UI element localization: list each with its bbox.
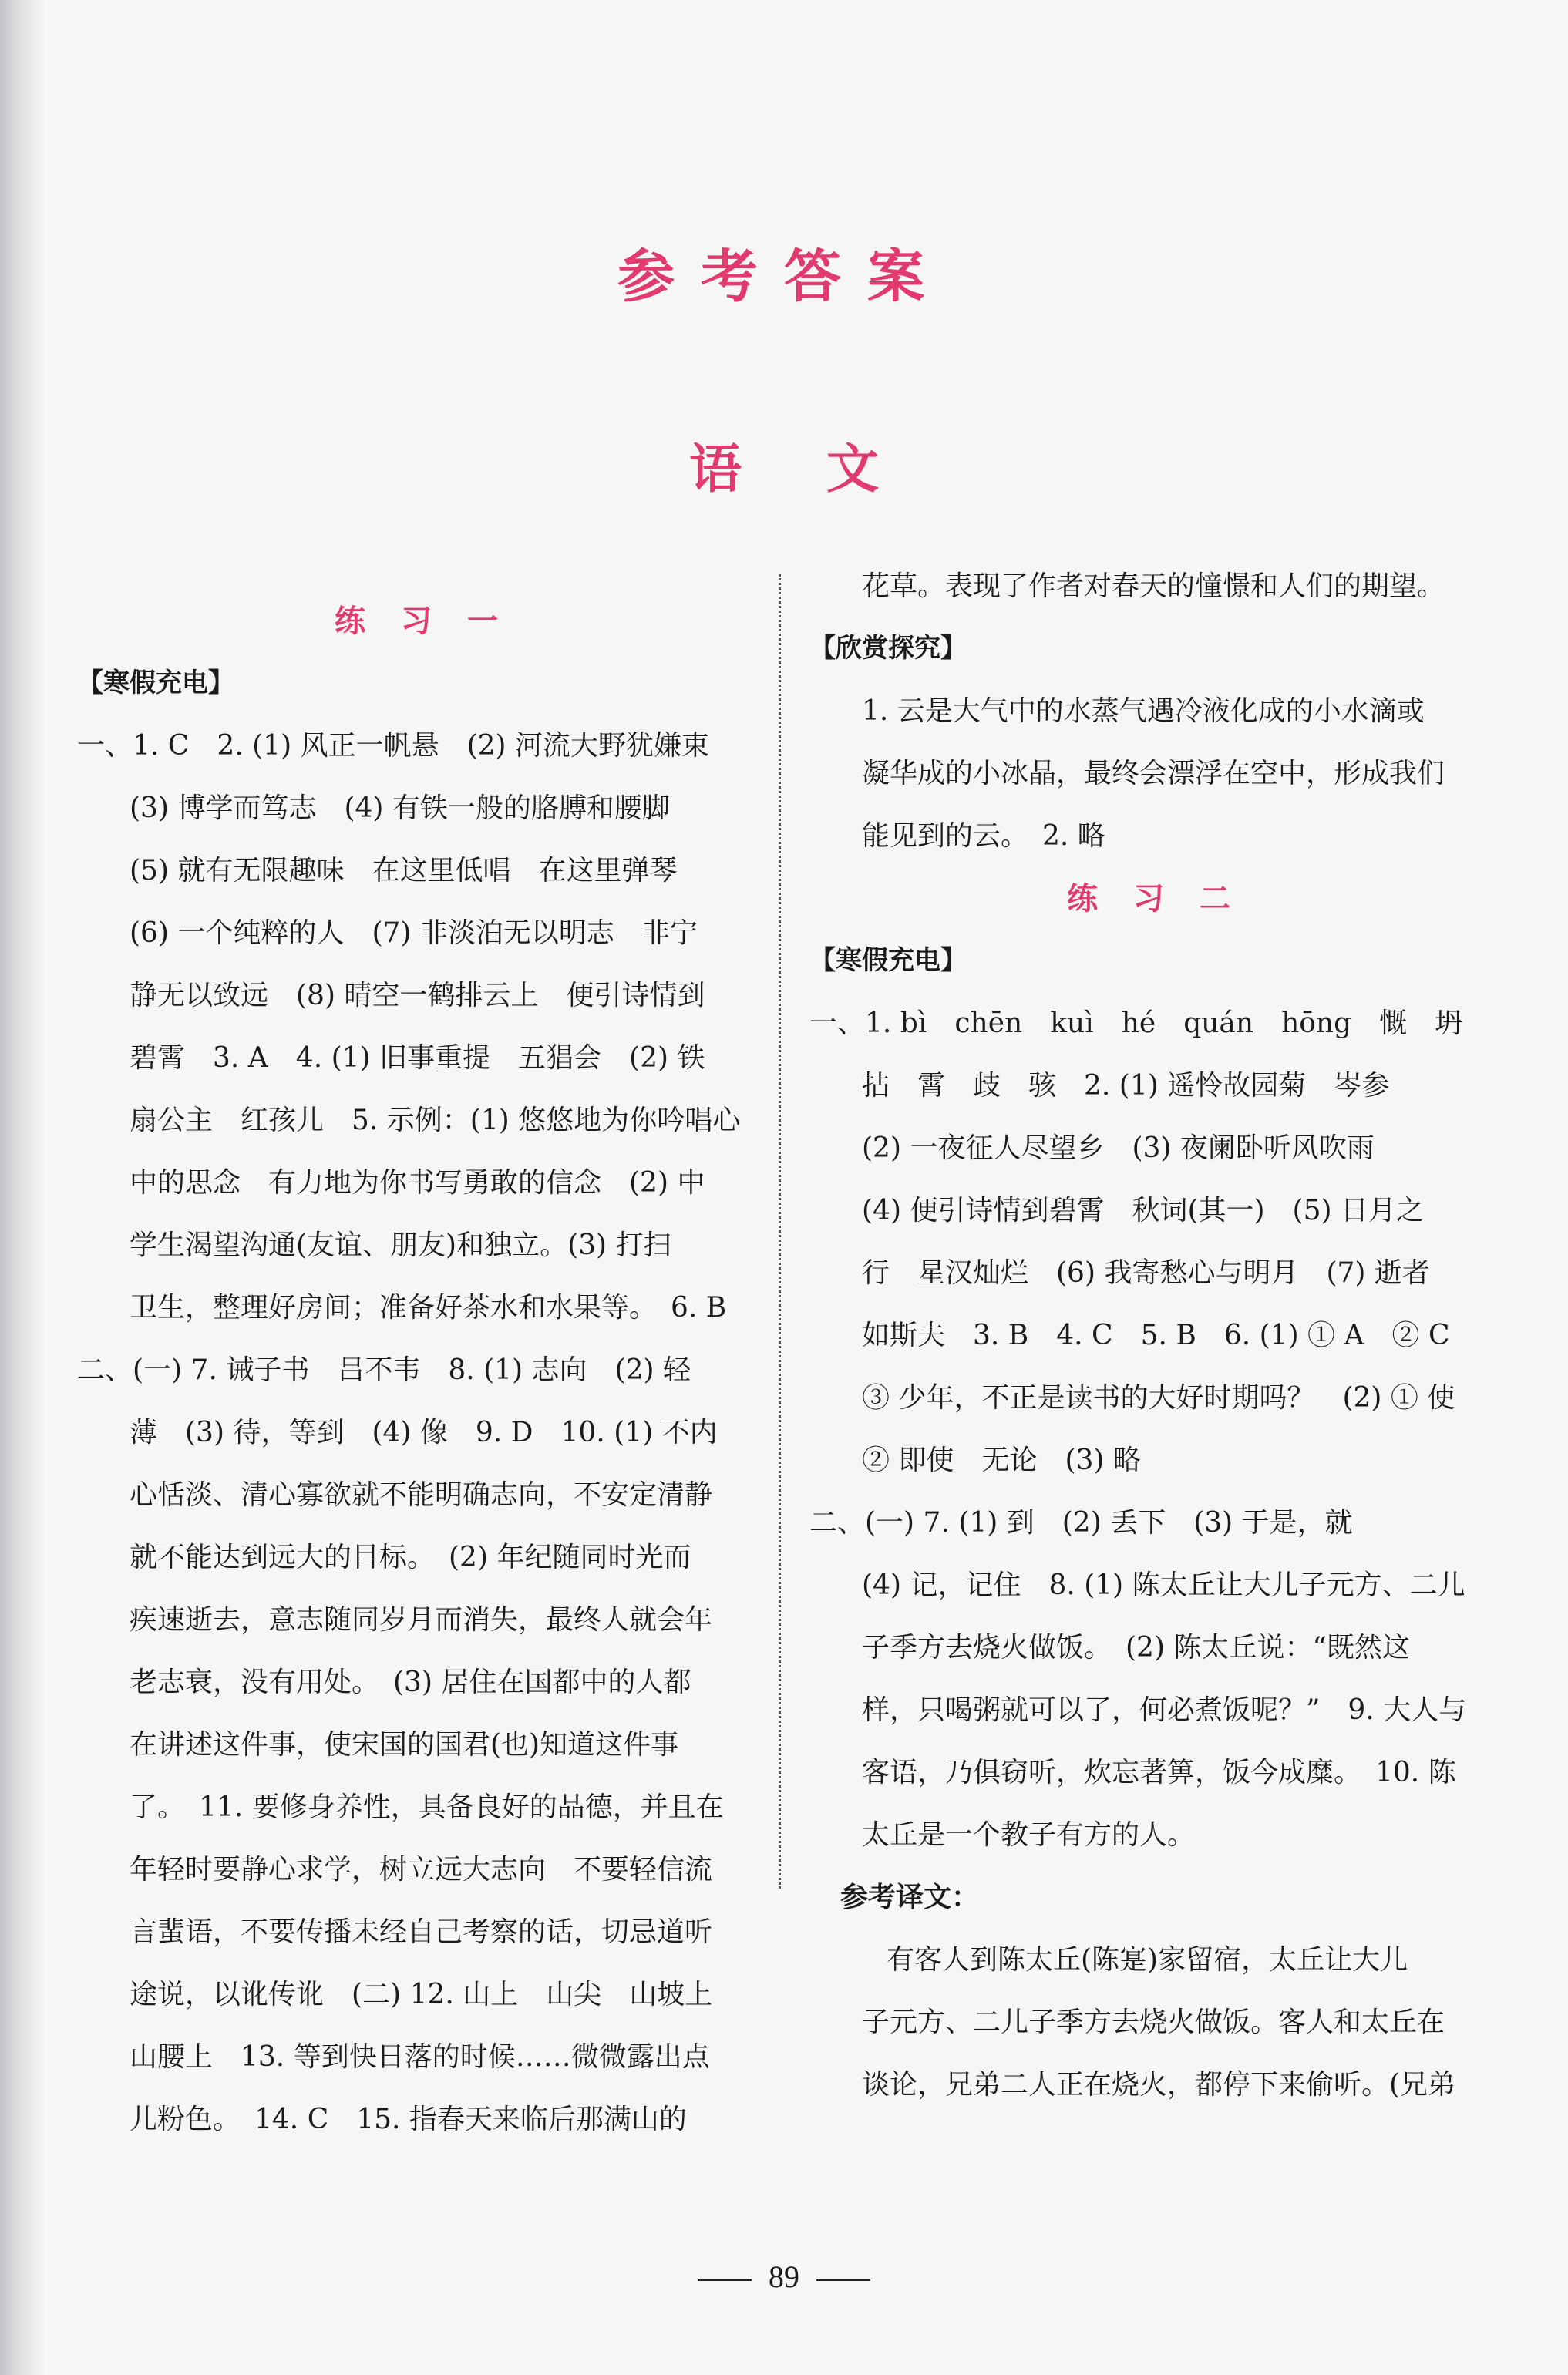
column-divider (779, 574, 781, 1889)
answer-line: ② 即使 无论 (3) 略 (862, 1445, 1141, 1476)
answer-line: 客语，乃俱窃听，炊忘著箅，饭今成糜。 10. 陈 (862, 1757, 1456, 1788)
page-number (0, 2259, 1568, 2295)
translation-line: 有客人到陈太丘(陈寔)家留宿，太丘让大儿 (887, 1944, 1408, 1976)
answer-line: (4) 便引诗情到碧霄 秋词(其一) (5) 日月之 (862, 1195, 1424, 1226)
answer-line: (5) 就有无限趣味 在这里低唱 在这里弹琴 (130, 855, 678, 886)
answer-line: (3) 博学而笃志 (4) 有铁一般的胳膊和腰脚 (130, 792, 670, 824)
answer-line: 儿粉色。 14. C 15. 指春天来临后那满山的 (130, 2104, 687, 2135)
answer-line: ③ 少年，不正是读书的大好时期吗？ (2) ① 使 (862, 1382, 1455, 1414)
answer-line: (2) 一夜征人尽望乡 (3) 夜阑卧听风吹雨 (862, 1132, 1375, 1164)
answer-line: 二、(一) 7. (1) 到 (2) 丢下 (3) 于是，就 (809, 1507, 1353, 1539)
answer-line: 凝华成的小冰晶，最终会漂浮在空中，形成我们 (862, 758, 1445, 789)
page-number-value: 89 (769, 2259, 799, 2294)
answer-line: 心恬淡、清心寡欲就不能明确志向，不安定清静 (130, 1479, 713, 1511)
answer-line: 言蜚语，不要传播未经自己考察的话，切忌道听 (130, 1916, 713, 1948)
translation-line: 谈论，兄弟二人正在烧火，都停下来偷听。(兄弟 (862, 2069, 1456, 2101)
right-column (809, 555, 1488, 2116)
answer-line: 行 星汉灿烂 (6) 我寄愁心与明月 (7) 逝者 (862, 1257, 1430, 1289)
answer-line: 扇公主 红孩儿 5. 示例：(1) 悠悠地为你吟唱心 (130, 1105, 741, 1136)
tag-winter-charge-1: 【寒假充电】 (77, 668, 234, 698)
answer-line: (4) 记，记住 8. (1) 陈太丘让大儿子元方、二儿 (862, 1569, 1465, 1601)
page-title: 参考答案 (617, 244, 951, 310)
tag-appreciation: 【欣赏探究】 (809, 633, 967, 664)
answer-line: 子季方去烧火做饭。 (2) 陈太丘说：“既然这 (862, 1632, 1410, 1664)
answer-line: 如斯夫 3. B 4. C 5. B 6. (1) ① A ② C (862, 1320, 1450, 1351)
answer-line: 拈 霄 歧 骇 2. (1) 遥怜故园菊 岑参 (862, 1070, 1390, 1102)
answer-line: 1. 云是大气中的水蒸气遇冷液化成的小水滴或 (862, 695, 1425, 727)
answer-line: 老志衰，没有用处。 (3) 居住在国都中的人都 (130, 1667, 691, 1698)
answer-line: 二、(一) 7. 诫子书 吕不韦 8. (1) 志向 (2) 轻 (77, 1354, 691, 1386)
answer-line: 太丘是一个教子有方的人。 (862, 1819, 1196, 1851)
answer-line: 卫生，整理好房间；准备好茶水和水果等。 6. B (130, 1292, 727, 1324)
answer-line: 一、1. bì chēn kuì hé quán hōng 慨 坍 (809, 1008, 1463, 1039)
tag-winter-charge-2: 【寒假充电】 (809, 945, 967, 976)
answer-line: 就不能达到远大的目标。 (2) 年纪随同时光而 (130, 1542, 691, 1573)
dash-left (698, 2279, 752, 2281)
answer-line: 学生渴望沟通(友谊、朋友)和独立。(3) 打扫 (130, 1230, 671, 1261)
section-title-exercise-1: 练习一 (335, 603, 533, 639)
answer-line: 途说，以讹传讹 (二) 12. 山上 山尖 山坡上 (130, 1979, 713, 2010)
translation-line: 子元方、二儿子季方去烧火做饭。客人和太丘在 (862, 2007, 1445, 2038)
answer-line: 薄 (3) 待，等到 (4) 像 9. D 10. (1) 不内 (130, 1417, 718, 1448)
dash-right (816, 2279, 870, 2281)
answer-line: (6) 一个纯粹的人 (7) 非淡泊无以明志 非宁 (130, 917, 698, 949)
answer-line: 年轻时要静心求学，树立远大志向 不要轻信流 (130, 1854, 713, 1886)
subject-title: 语文 (688, 439, 964, 500)
section-title-exercise-2: 练习二 (1067, 880, 1266, 917)
reference-translation-heading: 参考译文： (840, 1881, 980, 1913)
answer-line: 中的思念 有力地为你书写勇敢的信念 (2) 中 (130, 1167, 705, 1199)
answer-line: 碧霄 3. A 4. (1) 旧事重提 五猖会 (2) 铁 (130, 1042, 705, 1074)
answer-line: 在讲述这件事，使宋国的国君(也)知道这件事 (130, 1729, 679, 1761)
left-column (77, 590, 755, 2151)
answer-line: 能见到的云。 2. 略 (862, 820, 1105, 852)
answer-line: 花草。表现了作者对春天的憧憬和人们的期望。 (862, 570, 1445, 602)
answer-line: 了。 11. 要修身养性，具备良好的品德，并且在 (130, 1791, 724, 1823)
answer-line: 山腰上 13. 等到快日落的时候……微微露出点 (130, 2041, 710, 2073)
answer-line: 样，只喝粥就可以了，何必煮饭呢？” 9. 大人与 (862, 1694, 1467, 1726)
answer-line: 静无以致远 (8) 晴空一鹤排云上 便引诗情到 (130, 980, 705, 1011)
answer-line: 一、1. C 2. (1) 风正一帆悬 (2) 河流大野犹嫌束 (77, 730, 710, 762)
answer-line: 疾速逝去，意志随同岁月而消失，最终人就会年 (130, 1604, 713, 1636)
binding-shadow (0, 0, 46, 2375)
